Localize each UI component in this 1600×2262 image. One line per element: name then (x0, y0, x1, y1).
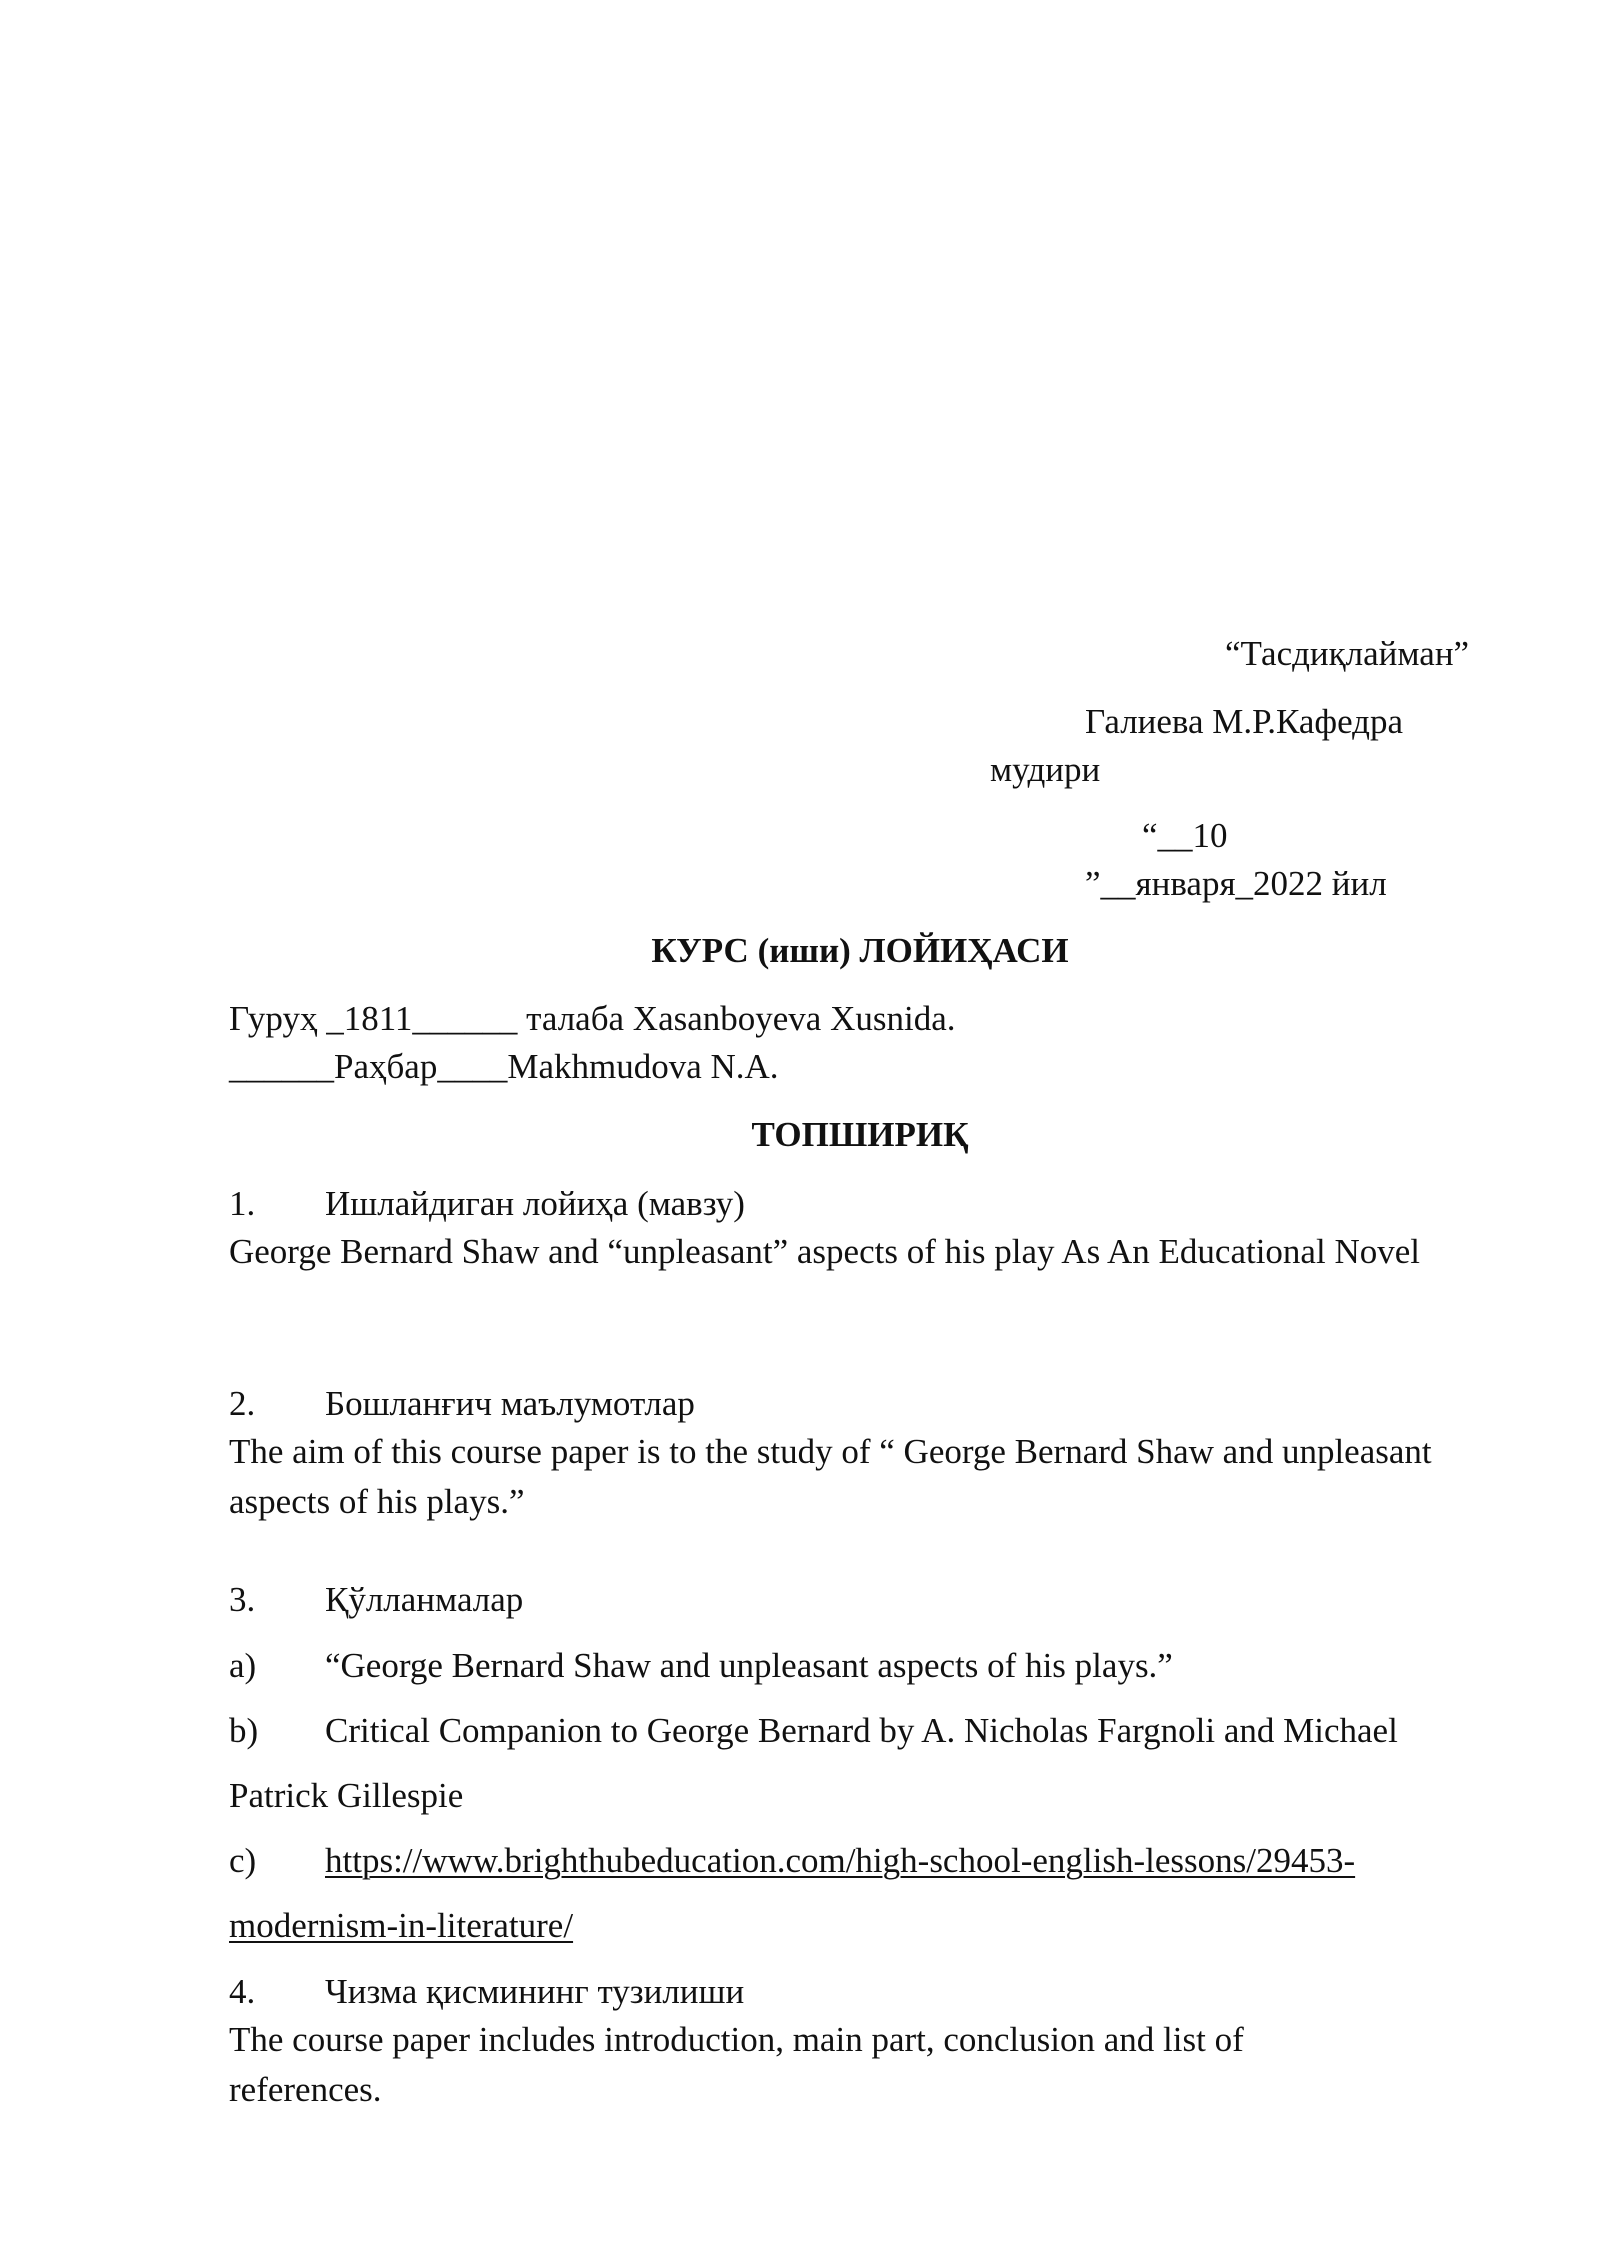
reference-link-continuation[interactable] (229, 1902, 573, 1950)
section-body: George Bernard Shaw and “unpleasant” aspects of his play As An Educational Novel (229, 1232, 1420, 1271)
section-body: The aim of this course paper is to the study of “ George Bernard Shaw and unpleasant aspects of his plays.” (229, 1432, 1432, 1521)
section-body: The course paper includes introduction, main part, conclusion and list of references. (229, 2020, 1244, 2109)
group-student-line: Гуруҳ _1811______ талаба Xasanboyeva Xusnida. (229, 999, 956, 1038)
approval-signer: Галиева М.Р.Кафедра (1085, 702, 1404, 741)
reference-text: “George Bernard Shaw and unpleasant aspects of his plays.” (325, 1646, 1173, 1685)
reference-url-continuation[interactable]: modernism-in-literature/ (229, 1906, 574, 1945)
reference-marker: b) (229, 1711, 259, 1750)
reference-url[interactable]: https://www.brighthubeducation.com/high-school-english-lessons/29453- (325, 1841, 1356, 1880)
section-number: 3. (229, 1580, 256, 1619)
section-title: Чизма қисмининг тузилиши (325, 1972, 745, 2011)
section-number: 1. (229, 1184, 256, 1223)
reference-link[interactable] (325, 1837, 1355, 1885)
section-title: Қўлланмалар (325, 1580, 524, 1619)
section-number: 2. (229, 1384, 256, 1423)
section-title: Ишлайдиган лойиҳа (мавзу) (325, 1184, 745, 1223)
approval-date-month-year: ”__января_2022 йил (1085, 864, 1387, 903)
task-heading: ТОПШИРИҚ (751, 1115, 969, 1154)
reference-marker: a) (229, 1646, 257, 1685)
section-title: Бошланғич маълумотлар (325, 1384, 695, 1423)
reference-marker: c) (229, 1841, 257, 1880)
approval-position: мудири (990, 750, 1101, 789)
reference-text-continuation: Patrick Gillespie (229, 1776, 464, 1815)
document-heading: КУРС (иши) ЛОЙИҲАСИ (651, 931, 1069, 970)
approval-title: “Тасдиқлайман” (1225, 634, 1470, 673)
approval-date-day: “__10 (1142, 816, 1228, 855)
reference-text: Critical Companion to George Bernard by A. Nicholas Fargnoli and Michael (325, 1711, 1398, 1750)
supervisor-line: ______Раҳбар____Makhmudova N.A. (229, 1047, 779, 1086)
section-number: 4. (229, 1972, 256, 2011)
